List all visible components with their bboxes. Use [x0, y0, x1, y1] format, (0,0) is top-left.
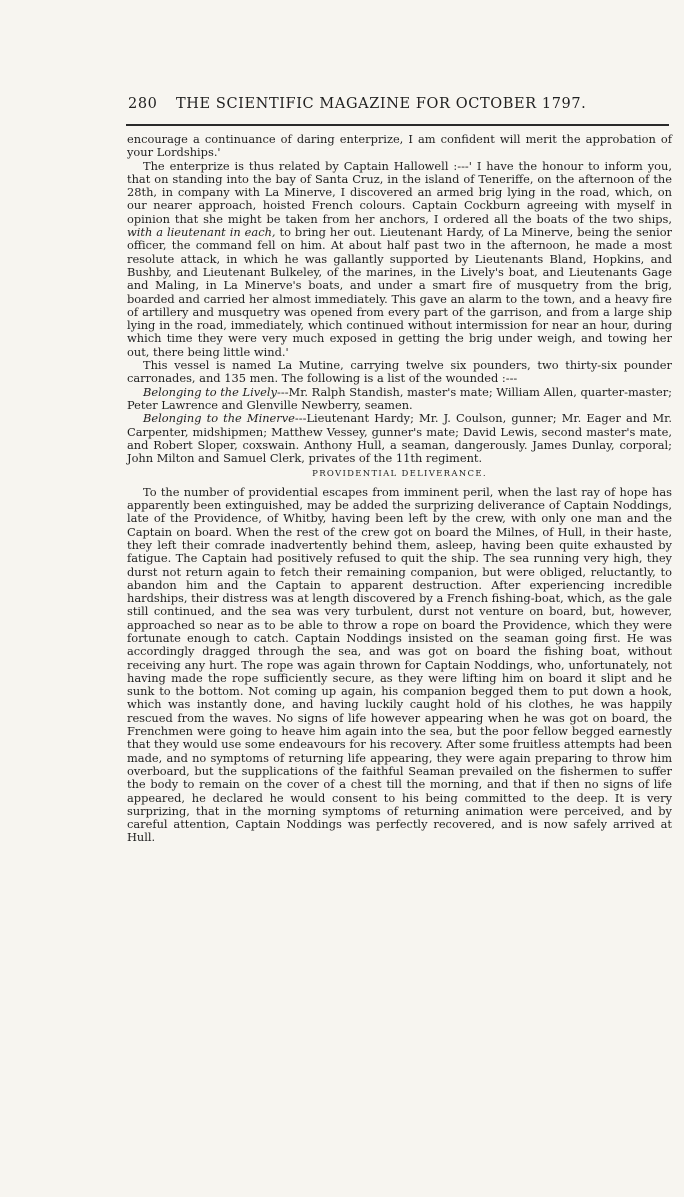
minerve-wounded-paragraph	[127, 412, 672, 465]
lively-wounded-label: Belonging to the Lively	[143, 384, 277, 399]
la-mutine-paragraph: This vessel is named La Mutine, carrying twelve six pounders, two thirty-six pounder carronades, and 135 men. The following is a list of the wounded :---	[127, 358, 672, 386]
hallowell-account-paragraph	[127, 160, 672, 359]
running-title: THE SCIENTIFIC MAGAZINE FOR OCTOBER 1797.	[176, 96, 587, 112]
header-rule	[126, 124, 669, 126]
hallowell-account-lead: The enterprize is thus related by Captain Hallowell :---' I have the honour to inform you, that on standing into the bay of Santa Cruz, in the island of Teneriffe, on the afternoon of the 28th, in company with La Minerve, I discovered an armed brig lying in the road, which, on our nearer approach, hoisted French colours. Captain Cockburn agreeing with myself in opinion that she might be taken from her anchors, I ordered all the boats of the two ships,	[127, 158, 672, 226]
running-header	[128, 96, 668, 120]
hallowell-account-tail: to bring her out. Lieutenant Hardy, of La Minerve, being the senior officer, the command fell on him. At about half past two in the afternoon, he made a most resolute attack, in which he was gallantly supported by Lieutenants Bland, Hopkins, and Bushby, and Lieutenant Bulkeley, of the marines, in the Lively's boat, and Lieutenants Gage and Maling, in La Minerve's boats, and under a smart fire of musquetry from the brig, boarded and carried her almost immediately. This gave an alarm to the town, and a heavy fire of artillery and musquetry was opened from every part of the garrison, and from a large ship lying in the road, immediately, which continued without intermission for near an hour, during which time they were very much exposed in getting the brig under weigh, and towing her out, there being little wind.'	[127, 225, 672, 359]
deliverance-paragraph: To the number of providential escapes from imminent peril, when the last ray of hope has apparently been extinguished, may be added the surprizing deliverance of Captain Noddings, late of the Providence, of Whitby, having been left by the crew, with only one man and the Captain on board. When the rest of the crew got on board the Milnes, of Hull, in their haste, they left their comrade inadvertently behind them, asleep, having been quite exhausted by fatigue. The Captain had positively refused to quit the ship. The sea running very high, they durst not return again to fetch their remaining companion, but were obliged, reluctantly, to abandon him and the Captain to apparent destruction. After experiencing incredible hardships, their distress was at length discovered by a French fishing-boat, which, as the gale still continued, and the sea was very turbulent, durst not venture on board, but, however, approached so near as to be able to throw a rope on board the Providence, which they were fortunate enough to catch. Captain Noddings insisted on the seaman going first. He was accordingly dragged through the sea, and was got on board the fishing boat, without receiving any hurt. The rope was again thrown for Captain Noddings, who, unfortunately, not having made the rope sufficiently secure, as they were lifting him on board it slipt and he sunk to the bottom. Not coming up again, his companion begged them to put down a hook, which was instantly done, and having luckily caught hold of his clothes, he was happily rescued from the waves. No signs of life however appearing when he was got on board, the Frenchmen were going to heave him again into the sea, but the poor fellow begged earnestly that they would use some endeavours for his recovery. After some fruitless attempts had been made, and no symptoms of returning life appearing, they were again preparing to throw him overboard, but the supplications of the faithful Seaman prevailed on the fishermen to suffer the body to remain on the cover of a chest till the morning, and that if then no signs of life appeared, he declared he would consent to his being committed to the deep. It is very surprizing, that in the morning symptoms of returning animation were perceived, and by careful attention, Captain Noddings was perfectly recovered, and is now safely arrived at Hull.	[127, 484, 672, 845]
section-heading: PROVIDENTIAL DELIVERANCE.	[312, 469, 487, 480]
minerve-wounded-list: ---Lieutenant Hardy; Mr. J. Coulson, gunner; Mr. Eager and Mr. Carpenter, midshipmen; Matthew Vessey, gunner's mate; David Lewis, second master's mate, and Robert Sloper, coxswain. Anthony Hull, a seaman, dangerously. James Dunlay, corporal; John Milton and Samuel Clerk, privates of the 11th regiment.	[127, 411, 672, 466]
page-body	[127, 133, 672, 845]
page-number: 280	[128, 96, 158, 112]
hallowell-account-italic: with a lieutenant in each,	[127, 225, 276, 240]
minerve-wounded-label: Belonging to the Minerve	[143, 411, 295, 426]
lively-wounded-list: ---Mr. Ralph Standish, master's mate; William Allen, quarter-master; Peter Lawrence and Glenville Newberry, seamen.	[127, 384, 672, 412]
lively-wounded-paragraph	[127, 386, 672, 413]
continued-paragraph: encourage a continuance of daring enterprize, I am confident will merit the approbation of your Lordships.'	[127, 132, 672, 160]
